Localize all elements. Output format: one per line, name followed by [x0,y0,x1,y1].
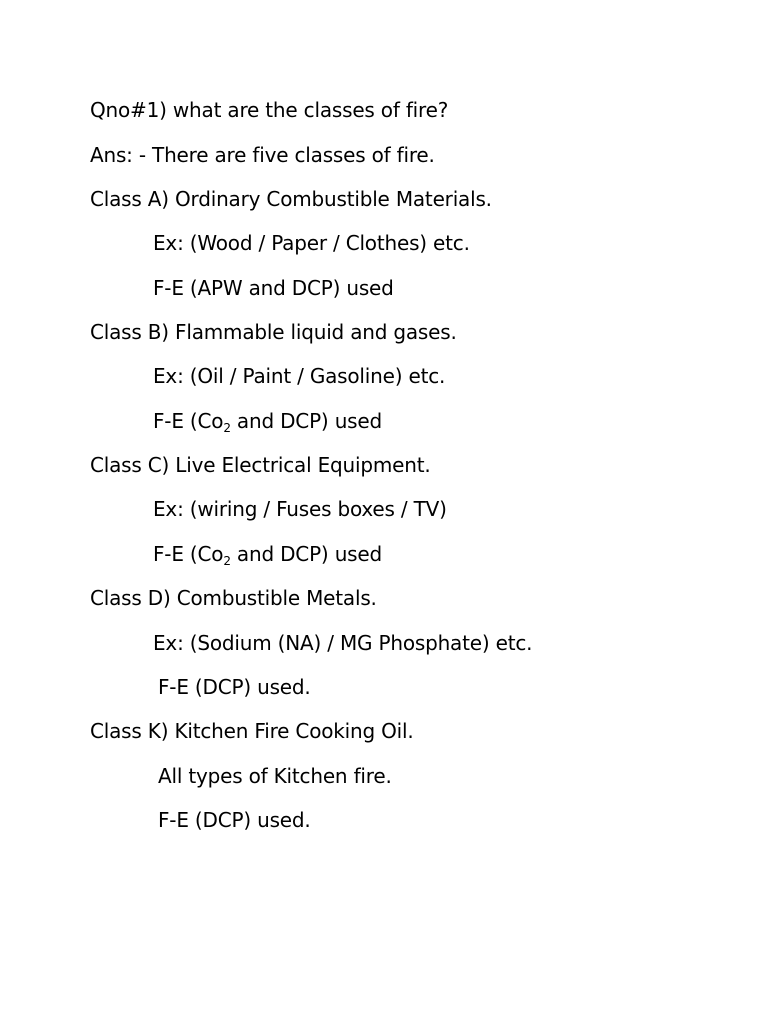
class-k-example: All types of Kitchen fire. [158,764,392,788]
class-b-extinguisher-post: and DCP) used [230,409,382,433]
class-d-heading: Class D) Combustible Metals. [90,586,377,610]
class-a-extinguisher: F-E (APW and DCP) used [153,276,394,300]
class-b-extinguisher-subscript: 2 [223,421,231,435]
class-c-extinguisher-subscript: 2 [223,554,231,568]
question-line: Qno#1) what are the classes of fire? [90,98,449,122]
class-d-extinguisher: F-E (DCP) used. [158,675,311,699]
answer-line: Ans: - There are five classes of fire. [90,143,435,167]
class-b-heading: Class B) Flammable liquid and gases. [90,320,457,344]
class-c-extinguisher-post: and DCP) used [230,542,382,566]
class-b-extinguisher-pre: F-E (Co [153,409,224,433]
class-c-extinguisher-pre: F-E (Co [153,542,224,566]
class-c-extinguisher [153,541,382,567]
class-a-example: Ex: (Wood / Paper / Clothes) etc. [153,231,470,255]
class-b-extinguisher [153,408,382,434]
class-c-heading: Class C) Live Electrical Equipment. [90,453,431,477]
class-a-heading: Class A) Ordinary Combustible Materials. [90,187,492,211]
class-b-example: Ex: (Oil / Paint / Gasoline) etc. [153,364,446,388]
class-c-example: Ex: (wiring / Fuses boxes / TV) [153,497,447,521]
class-k-extinguisher: F-E (DCP) used. [158,808,311,832]
class-d-example: Ex: (Sodium (NA) / MG Phosphate) etc. [153,631,533,655]
class-k-heading: Class K) Kitchen Fire Cooking Oil. [90,719,414,743]
